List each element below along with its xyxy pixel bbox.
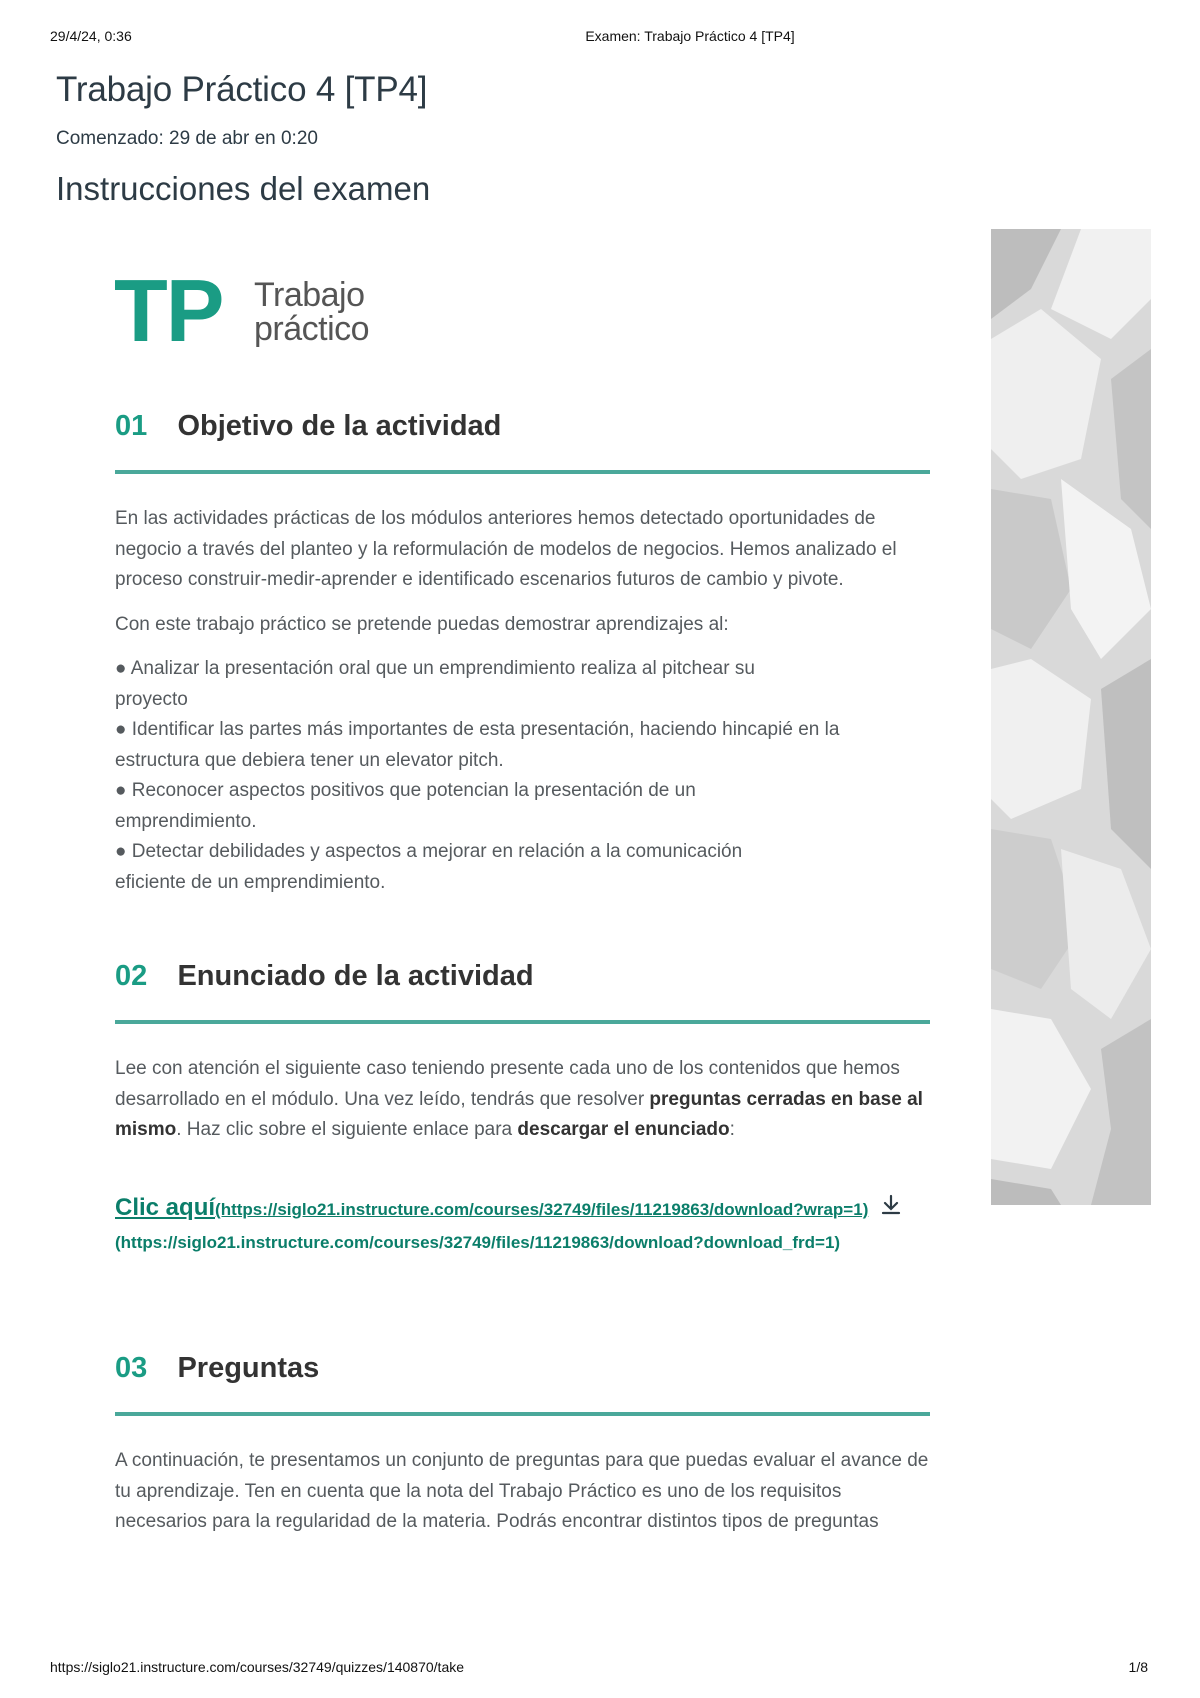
section-01-body xyxy=(115,504,935,898)
architecture-image xyxy=(991,229,1151,1205)
tp-logo-letters: TP xyxy=(114,261,223,360)
bold-text: preguntas cerradas en base al mismo xyxy=(115,1088,923,1140)
text-run: Lee con atención el siguiente caso teniendo presente cada uno de los contenidos que hemos desarrollado en el módulo. Una vez leído, tendrás que resolver xyxy=(115,1058,900,1110)
section-number: 03 xyxy=(115,1352,148,1384)
tp-logo-word-line2: práctico xyxy=(254,310,370,348)
section-title: Enunciado de la actividad xyxy=(177,960,534,992)
quiz-title: Trabajo Práctico 4 [TP4] xyxy=(56,70,428,109)
section-title: Objetivo de la actividad xyxy=(177,410,502,442)
text-run: : xyxy=(729,1119,735,1140)
section-number: 02 xyxy=(115,960,148,992)
section-divider xyxy=(115,1020,930,1024)
bold-text: descargar el enunciado xyxy=(517,1119,730,1140)
section-03-heading xyxy=(115,1352,930,1385)
decorative-photo xyxy=(991,229,1151,1205)
click-here-link[interactable]: Clic aquí xyxy=(115,1194,216,1221)
print-document-title: Examen: Trabajo Práctico 4 [TP4] xyxy=(585,28,795,44)
paragraph: En las actividades prácticas de los módulos anteriores hemos detectado oportunidades de negocio a través del planteo y la reformulación de modelos de negocios. Hemos analizado el proceso construir-medir-aprender e identificado escenarios futuros de cambio y pivote. xyxy=(115,508,897,590)
started-timestamp: Comenzado: 29 de abr en 0:20 xyxy=(56,128,318,149)
download-link-block xyxy=(115,1192,935,1259)
download-url-link[interactable]: (https://siglo21.instructure.com/courses/32749/files/11219863/download?wrap=1) xyxy=(215,1200,869,1219)
tp-logo-word-line1: Trabajo xyxy=(254,276,365,314)
text-run: . Haz clic sobre el siguiente enlace para xyxy=(176,1119,518,1140)
paragraph: A continuación, te presentamos un conjunto de preguntas para que puedas evaluar el avance de tu aprendizaje. Ten en cuenta que la nota del Trabajo Práctico es uno de los requisitos necesarios para la regularidad de la materia. Podrás encontrar distintos tipos de preguntas xyxy=(115,1450,929,1532)
download-icon[interactable] xyxy=(880,1194,902,1227)
download-direct-url[interactable]: (https://siglo21.instructure.com/courses/32749/files/11219863/download?download_frd=1) xyxy=(115,1233,841,1253)
page-url: https://siglo21.instructure.com/courses/32749/quizzes/140870/take xyxy=(50,1659,465,1675)
section-01-heading xyxy=(115,410,930,443)
list-item: ● Reconocer aspectos positivos que potencian la presentación de un emprendimiento. xyxy=(115,780,696,832)
section-divider xyxy=(115,1412,930,1416)
list-item: ● Detectar debilidades y aspectos a mejorar en relación a la comunicación eficiente de un emprendimiento. xyxy=(115,841,743,893)
page-number: 1/8 xyxy=(1128,1659,1148,1675)
section-02-heading xyxy=(115,960,930,993)
section-divider xyxy=(115,470,930,474)
paragraph: Con este trabajo práctico se pretende puedas demostrar aprendizajes al: xyxy=(115,613,729,635)
section-title: Preguntas xyxy=(177,1352,320,1384)
paragraph xyxy=(115,1054,935,1146)
list-item: ● Identificar las partes más importantes de esta presentación, haciendo hincapié en la estructura que debiera tener un elevator pitch. xyxy=(115,719,840,771)
section-number: 01 xyxy=(115,410,148,442)
print-date: 29/4/24, 0:36 xyxy=(50,28,132,44)
section-03-body xyxy=(115,1446,935,1552)
list-item: ● Analizar la presentación oral que un emprendimiento realiza al pitchear su proyecto xyxy=(115,658,755,710)
objectives-list xyxy=(115,654,915,898)
section-02-body xyxy=(115,1054,935,1160)
instructions-heading: Instrucciones del examen xyxy=(56,170,431,207)
